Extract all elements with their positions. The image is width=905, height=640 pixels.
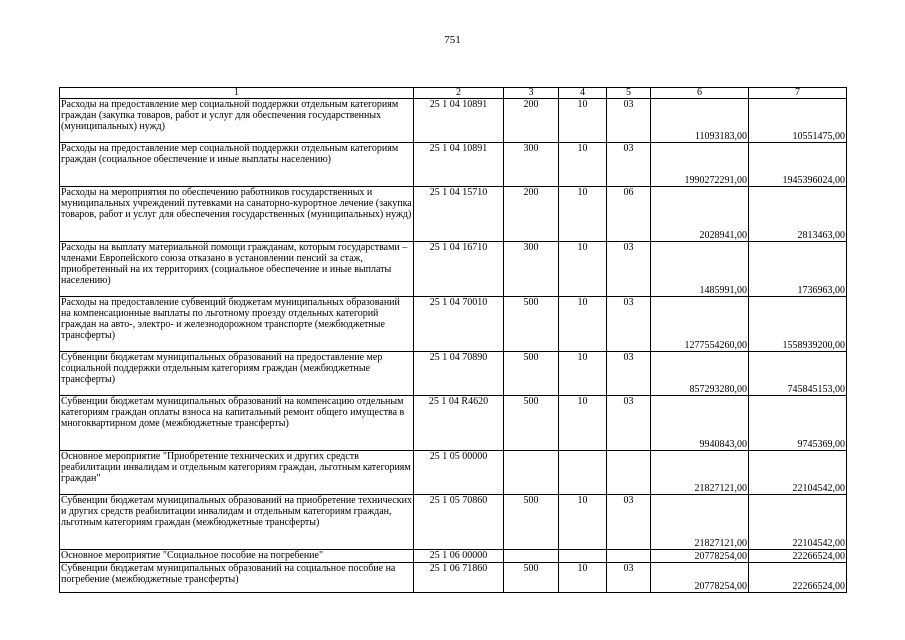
row-section-code: 10	[559, 297, 607, 352]
row-value-col6: 20778254,00	[651, 550, 749, 563]
row-type-code: 500	[504, 563, 559, 593]
row-value-col6: 20778254,00	[651, 563, 749, 593]
table-row	[60, 242, 847, 297]
row-subsection-code: 03	[607, 396, 651, 451]
row-subsection-code	[607, 550, 651, 563]
row-value-col7: 10551475,00	[749, 99, 847, 143]
row-type-code: 200	[504, 187, 559, 242]
table-row	[60, 550, 847, 563]
row-subsection-code: 03	[607, 143, 651, 187]
row-section-code: 10	[559, 187, 607, 242]
row-code: 25 1 06 71860	[414, 563, 504, 593]
row-description: Расходы на предоставление мер социальной поддержки отдельным категориям граждан (закупка товаров, работ и услуг для обеспечения государственных (муниципальных) нужд)	[60, 99, 414, 143]
row-value-col7: 22266524,00	[749, 550, 847, 563]
column-header: 5	[607, 88, 651, 99]
row-subsection-code: 03	[607, 99, 651, 143]
table-row	[60, 99, 847, 143]
table-row	[60, 187, 847, 242]
row-description: Расходы на предоставление субвенций бюджетам муниципальных образований на компенсационные выплаты по льготному проезду отдельных категорий граждан на авто-, электро- и железнодорожном транспорте (межбюджетные трансферты)	[60, 297, 414, 352]
row-subsection-code: 03	[607, 242, 651, 297]
row-code: 25 1 06 00000	[414, 550, 504, 563]
row-section-code: 10	[559, 495, 607, 550]
row-section-code: 10	[559, 352, 607, 396]
table-row	[60, 143, 847, 187]
row-description: Расходы на предоставление мер социальной поддержки отдельным категориям граждан (социальное обеспечение и иные выплаты населению)	[60, 143, 414, 187]
row-value-col6: 857293280,00	[651, 352, 749, 396]
row-type-code	[504, 451, 559, 495]
row-type-code: 500	[504, 495, 559, 550]
table-header-row	[60, 88, 847, 99]
row-value-col6: 11093183,00	[651, 99, 749, 143]
row-type-code: 500	[504, 297, 559, 352]
row-section-code: 10	[559, 143, 607, 187]
column-header: 3	[504, 88, 559, 99]
row-code: 25 1 04 R4620	[414, 396, 504, 451]
row-value-col7: 22104542,00	[749, 495, 847, 550]
row-value-col6: 1990272291,00	[651, 143, 749, 187]
row-subsection-code: 03	[607, 297, 651, 352]
table-row	[60, 352, 847, 396]
table-row	[60, 396, 847, 451]
page-number: 751	[444, 34, 461, 46]
row-type-code: 300	[504, 242, 559, 297]
row-subsection-code: 03	[607, 495, 651, 550]
row-code: 25 1 04 15710	[414, 187, 504, 242]
row-subsection-code: 03	[607, 563, 651, 593]
row-value-col7: 1945396024,00	[749, 143, 847, 187]
row-value-col6: 21827121,00	[651, 495, 749, 550]
column-header: 6	[651, 88, 749, 99]
column-header: 1	[60, 88, 414, 99]
row-value-col7: 1558939200,00	[749, 297, 847, 352]
row-description: Основное мероприятие "Социальное пособие на погребение"	[60, 550, 414, 563]
row-code: 25 1 05 00000	[414, 451, 504, 495]
row-value-col6: 1485991,00	[651, 242, 749, 297]
row-code: 25 1 04 16710	[414, 242, 504, 297]
row-description: Субвенции бюджетам муниципальных образований на предоставление мер социальной поддержки отдельным категориям граждан (межбюджетные трансферты)	[60, 352, 414, 396]
row-description: Расходы на выплату материальной помощи гражданам, которым государствами – членами Европейского союза отказано в установлении пенсий за стаж, приобретенный на их территориях (социальное обеспечение и иные выплаты населению)	[60, 242, 414, 297]
row-description: Субвенции бюджетам муниципальных образований на приобретение технических и других средств реабилитации инвалидам и отдельным категориям граждан, льготным категориям граждан (межбюджетные трансферты)	[60, 495, 414, 550]
row-section-code	[559, 550, 607, 563]
row-value-col7: 9745369,00	[749, 396, 847, 451]
row-value-col7: 22266524,00	[749, 563, 847, 593]
budget-table	[59, 87, 847, 593]
row-code: 25 1 04 10891	[414, 99, 504, 143]
row-type-code: 500	[504, 396, 559, 451]
table-row	[60, 451, 847, 495]
table-row	[60, 495, 847, 550]
row-value-col6: 2028941,00	[651, 187, 749, 242]
row-description: Субвенции бюджетам муниципальных образований на социальное пособие на погребение (межбюджетные трансферты)	[60, 563, 414, 593]
row-value-col7: 1736963,00	[749, 242, 847, 297]
row-code: 25 1 04 70890	[414, 352, 504, 396]
column-header: 4	[559, 88, 607, 99]
row-value-col7: 22104542,00	[749, 451, 847, 495]
row-type-code: 500	[504, 352, 559, 396]
row-type-code: 200	[504, 99, 559, 143]
row-code: 25 1 05 70860	[414, 495, 504, 550]
row-code: 25 1 04 10891	[414, 143, 504, 187]
row-type-code: 300	[504, 143, 559, 187]
row-type-code	[504, 550, 559, 563]
row-value-col6: 9940843,00	[651, 396, 749, 451]
row-value-col7: 745845153,00	[749, 352, 847, 396]
row-section-code	[559, 451, 607, 495]
row-subsection-code: 03	[607, 352, 651, 396]
row-section-code: 10	[559, 242, 607, 297]
row-description: Субвенции бюджетам муниципальных образований на компенсацию отдельным категориям граждан оплаты взноса на капитальный ремонт общего имущества в многоквартирном доме (межбюджетные трансферты)	[60, 396, 414, 451]
table-row	[60, 297, 847, 352]
row-section-code: 10	[559, 563, 607, 593]
row-description: Расходы на мероприятия по обеспечению работников государственных и муниципальных учреждений путевками на санаторно-курортное лечение (закупка товаров, работ и услуг для обеспечения государственных (муниципальных) нужд)	[60, 187, 414, 242]
table-row	[60, 563, 847, 593]
row-code: 25 1 04 70010	[414, 297, 504, 352]
row-value-col6: 21827121,00	[651, 451, 749, 495]
row-value-col7: 2813463,00	[749, 187, 847, 242]
row-section-code: 10	[559, 99, 607, 143]
column-header: 2	[414, 88, 504, 99]
row-subsection-code	[607, 451, 651, 495]
row-subsection-code: 06	[607, 187, 651, 242]
row-value-col6: 1277554260,00	[651, 297, 749, 352]
column-header: 7	[749, 88, 847, 99]
row-description: Основное мероприятие "Приобретение технических и других средств реабилитации инвалидам и отдельным категориям граждан, льготным категориям граждан"	[60, 451, 414, 495]
row-section-code: 10	[559, 396, 607, 451]
